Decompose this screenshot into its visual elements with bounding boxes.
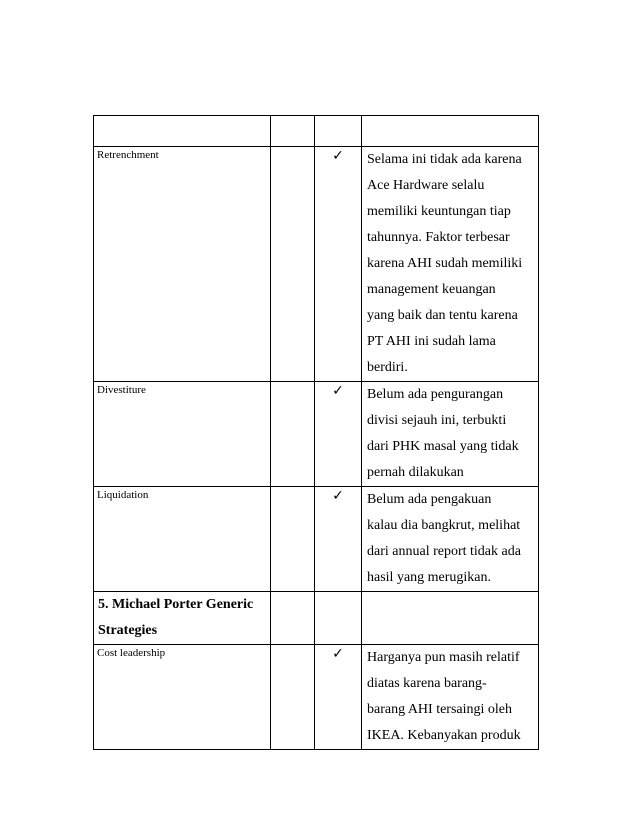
section-heading-cell: [94, 592, 271, 645]
description-cell: [362, 382, 539, 487]
strategy-description: Belum ada pengakuan kalau dia bangkrut, melihat dari annual report tidak ada hasil yang merugikan.: [367, 492, 521, 585]
table-row-retrenchment: [94, 147, 539, 382]
strategy-cell: [94, 487, 271, 592]
table-cell: [271, 116, 315, 147]
table-cell: [362, 592, 539, 645]
table-cell: [362, 116, 539, 147]
strategy-description: Selama ini tidak ada karena Ace Hardware selalu memiliki keuntungan tiap tahunnya. Faktor terbesar karena AHI sudah memiliki management keuangan yang baik dan tentu karena PT AHI ini sudah lama berdiri.: [367, 152, 523, 375]
check-cell: [315, 645, 362, 750]
description-cell: [362, 147, 539, 382]
table-cell: [315, 592, 362, 645]
table-cell: [271, 592, 315, 645]
checkmark-icon: ✓: [332, 148, 344, 164]
strategy-label: Cost leadership: [97, 647, 166, 659]
description-cell: [362, 487, 539, 592]
table-row-section-heading: [94, 592, 539, 645]
table-row-liquidation: [94, 487, 539, 592]
strategy-label: Retrenchment: [97, 149, 159, 161]
checkmark-icon: ✓: [332, 646, 344, 662]
table-row-cost-leadership: [94, 645, 539, 750]
strategy-description: Belum ada pengurangan divisi sejauh ini, terbukti dari PHK masal yang tidak pernah dilakukan: [367, 387, 519, 480]
check-cell: [315, 147, 362, 382]
strategy-description: Harganya pun masih relatif diatas karena barang- barang AHI tersaingi oleh IKEA. Kebanyakan produk: [367, 650, 521, 743]
table-row-divestiture: [94, 382, 539, 487]
check-cell: [315, 382, 362, 487]
strategy-cell: [94, 382, 271, 487]
table-cell: [271, 645, 315, 750]
strategy-label: Liquidation: [97, 489, 149, 501]
table-cell: [271, 147, 315, 382]
strategy-table: [93, 115, 539, 750]
table-cell: [271, 382, 315, 487]
table-cell: [315, 116, 362, 147]
checkmark-icon: ✓: [332, 488, 344, 504]
check-cell: [315, 487, 362, 592]
strategy-cell: [94, 645, 271, 750]
table-row-empty: [94, 116, 539, 147]
description-cell: [362, 645, 539, 750]
section-heading: 5. Michael Porter Generic Strategies: [98, 597, 254, 638]
strategy-label: Divestiture: [97, 384, 146, 396]
checkmark-icon: ✓: [332, 383, 344, 399]
strategy-cell: [94, 147, 271, 382]
table-cell: [271, 487, 315, 592]
table-cell: [94, 116, 271, 147]
